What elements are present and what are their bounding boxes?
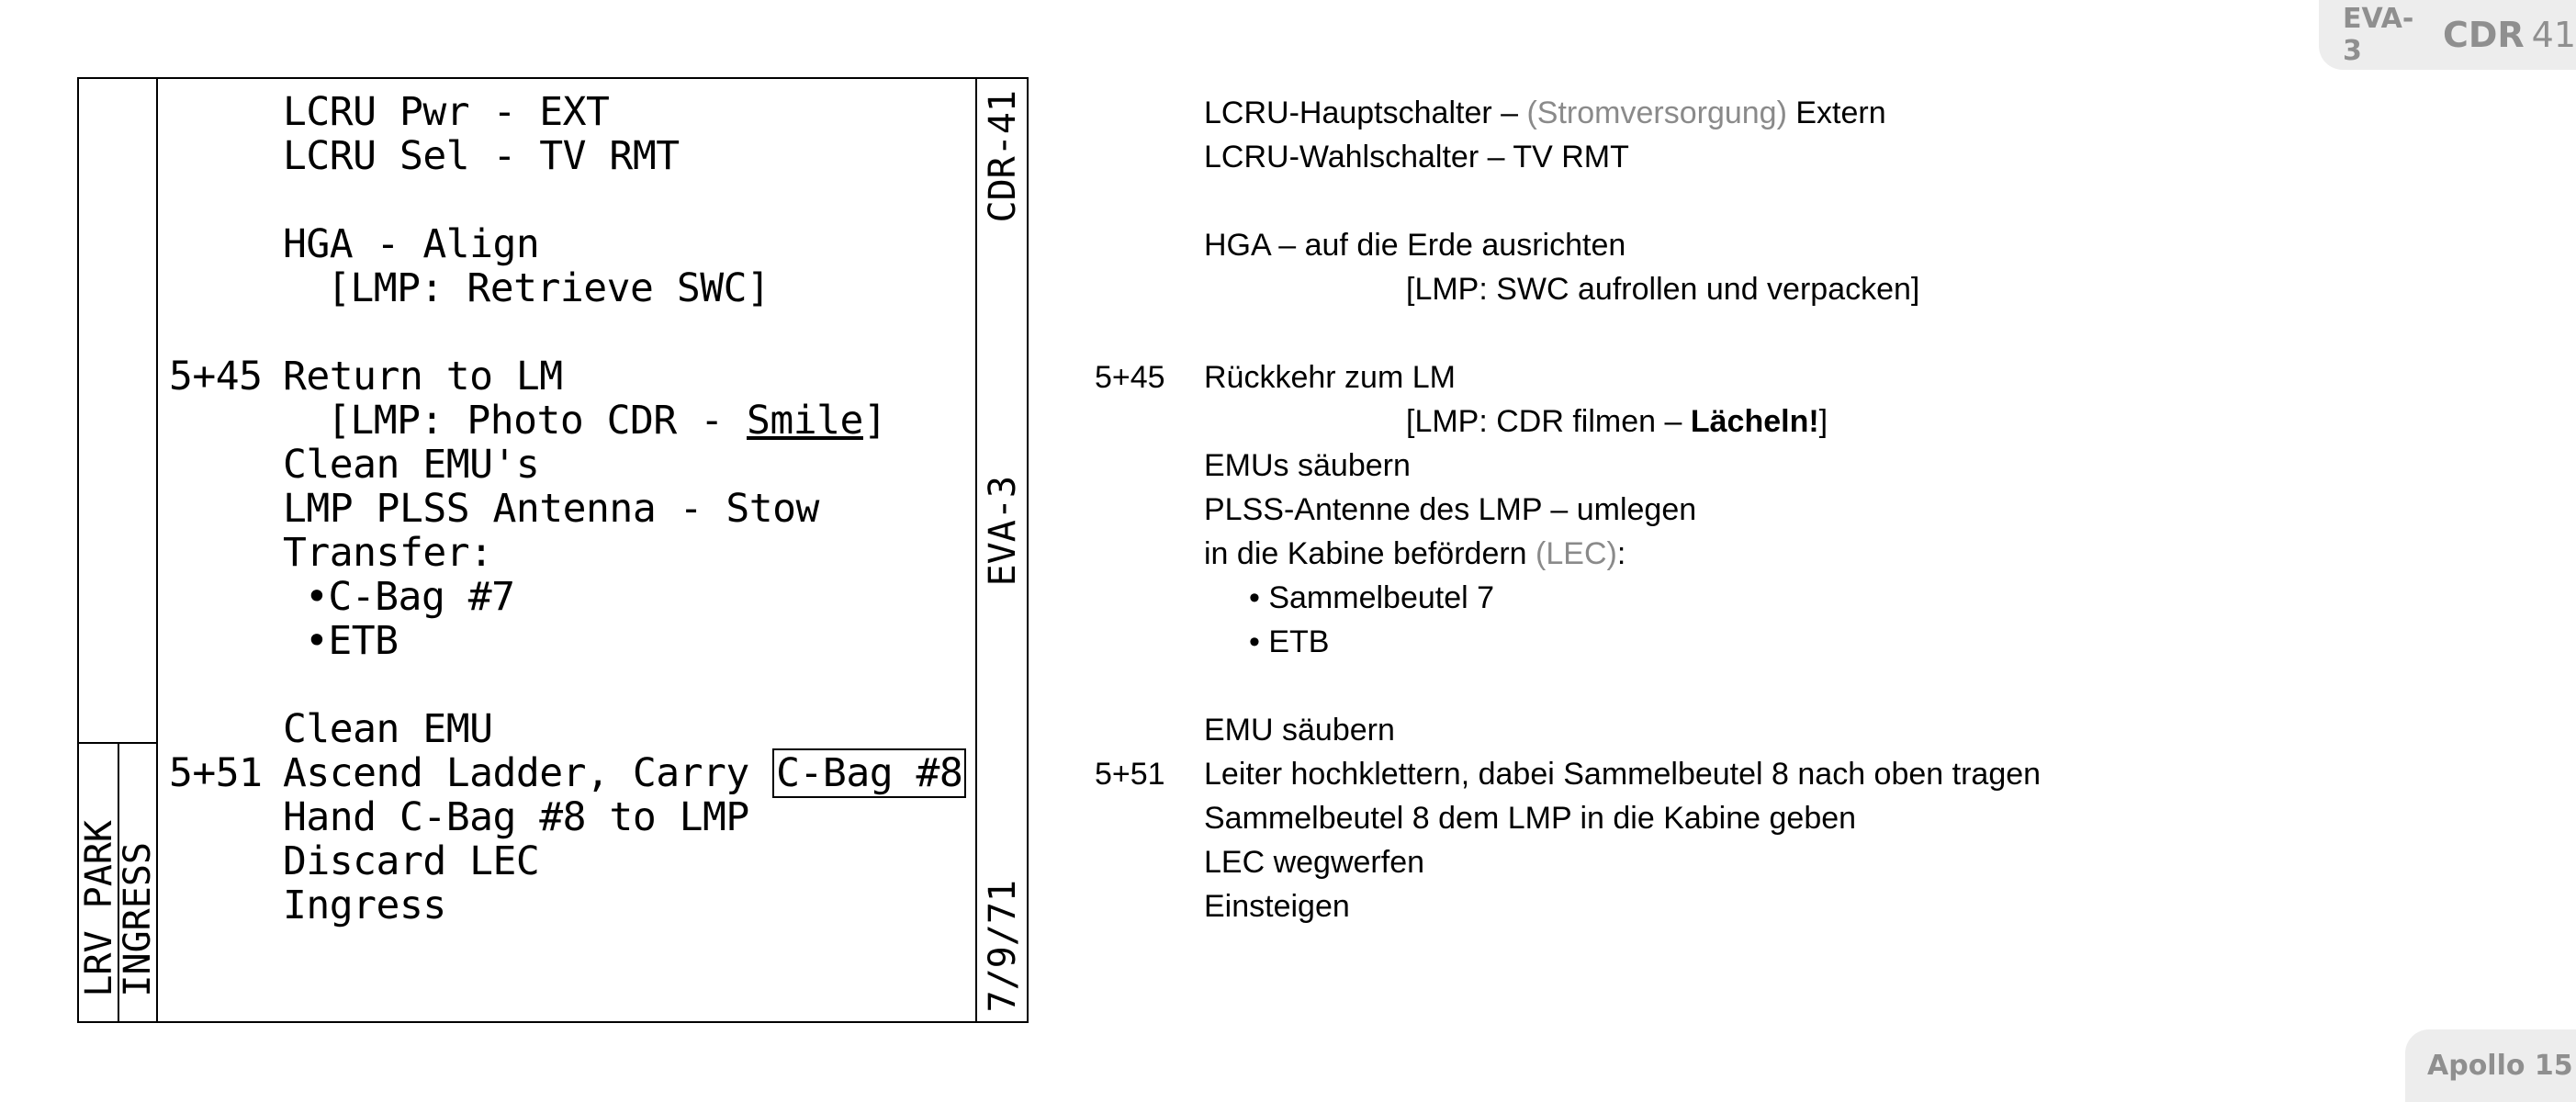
checklist-line: Return to LM [283,354,563,399]
checklist-line: Hand C-Bag #8 to LMP [283,794,749,840]
footer-mission-label: Apollo 15 [2427,1050,2573,1082]
translation-line: LEC wegwerfen [1204,845,1425,880]
translation-line: EMUs säubern [1204,448,1411,483]
time-marker: 5+51 [169,750,263,796]
header-eva-label: EVA-3 [2343,3,2414,67]
checklist-line: Transfer: [283,530,493,576]
translation-line: Einsteigen [1204,889,1350,924]
translation-line: EMU säubern [1204,713,1395,748]
header-page-number: 41 [2531,15,2576,55]
translation-line: [LMP: SWC aufrollen und verpacken] [1406,272,1920,307]
page-footer-tab [2405,1029,2576,1102]
checklist-line: Discard LEC [283,838,540,884]
page-header-tab [2319,0,2576,70]
checklist-line: Clean EMU [283,706,493,752]
translation-bullet: • ETB [1249,624,1330,659]
time-marker: 5+45 [169,354,263,399]
checklist-line: LCRU Sel - TV RMT [283,133,680,179]
checklist-line: LMP PLSS Antenna - Stow [283,486,819,532]
checklist-line: Clean EMU's [283,442,540,488]
translation-line: HGA – auf die Erde ausrichten [1204,228,1626,263]
boxed-c-bag: C-Bag #8 [772,748,966,798]
translation-line: Rückkehr zum LM [1204,360,1456,395]
translation-line: in die Kabine befördern (LEC): [1204,536,1626,571]
translation-line: [LMP: CDR filmen – Lächeln!] [1406,404,1828,439]
right-label-cdr: CDR-41 [982,90,1024,223]
translation-line: Sammelbeutel 8 dem LMP in die Kabine geben [1204,801,1857,836]
smile-underlined: Smile [747,398,863,444]
side-label-lrv-park: LRV PARK [78,820,120,997]
translation-line: Leiter hochklettern, dabei Sammelbeutel 8 nach oben tragen [1204,757,2042,792]
translation-line: PLSS-Antenne des LMP – umlegen [1204,492,1697,527]
checklist-line: Ingress [283,883,446,928]
checklist-line: Ascend Ladder, Carry C-Bag #8 [283,751,966,795]
translation-bullet: • Sammelbeutel 7 [1249,580,1495,615]
side-label-ingress: INGRESS [117,842,159,997]
checklist-line: [LMP: Retrieve SWC] [327,265,771,311]
right-column-divider [975,79,977,1021]
checklist-line: LCRU Pwr - EXT [283,89,610,135]
checklist-line: HGA - Align [283,221,540,267]
translation-line: LCRU-Hauptschalter – (Stromversorgung) Extern [1204,96,1886,130]
translation-time-marker: 5+51 [1095,757,1165,792]
header-cdr-label: CDR [2442,15,2525,55]
checklist-card [77,77,1029,1023]
translation-time-marker: 5+45 [1095,360,1165,395]
right-label-eva: EVA-3 [982,476,1024,587]
translation-line: LCRU-Wahlschalter – TV RMT [1204,140,1629,174]
right-label-date: 7/9/71 [982,879,1024,1012]
checklist-line: [LMP: Photo CDR - Smile] [327,398,887,444]
checklist-bullet: •C-Bag #7 [305,574,515,620]
checklist-bullet: •ETB [305,618,399,664]
